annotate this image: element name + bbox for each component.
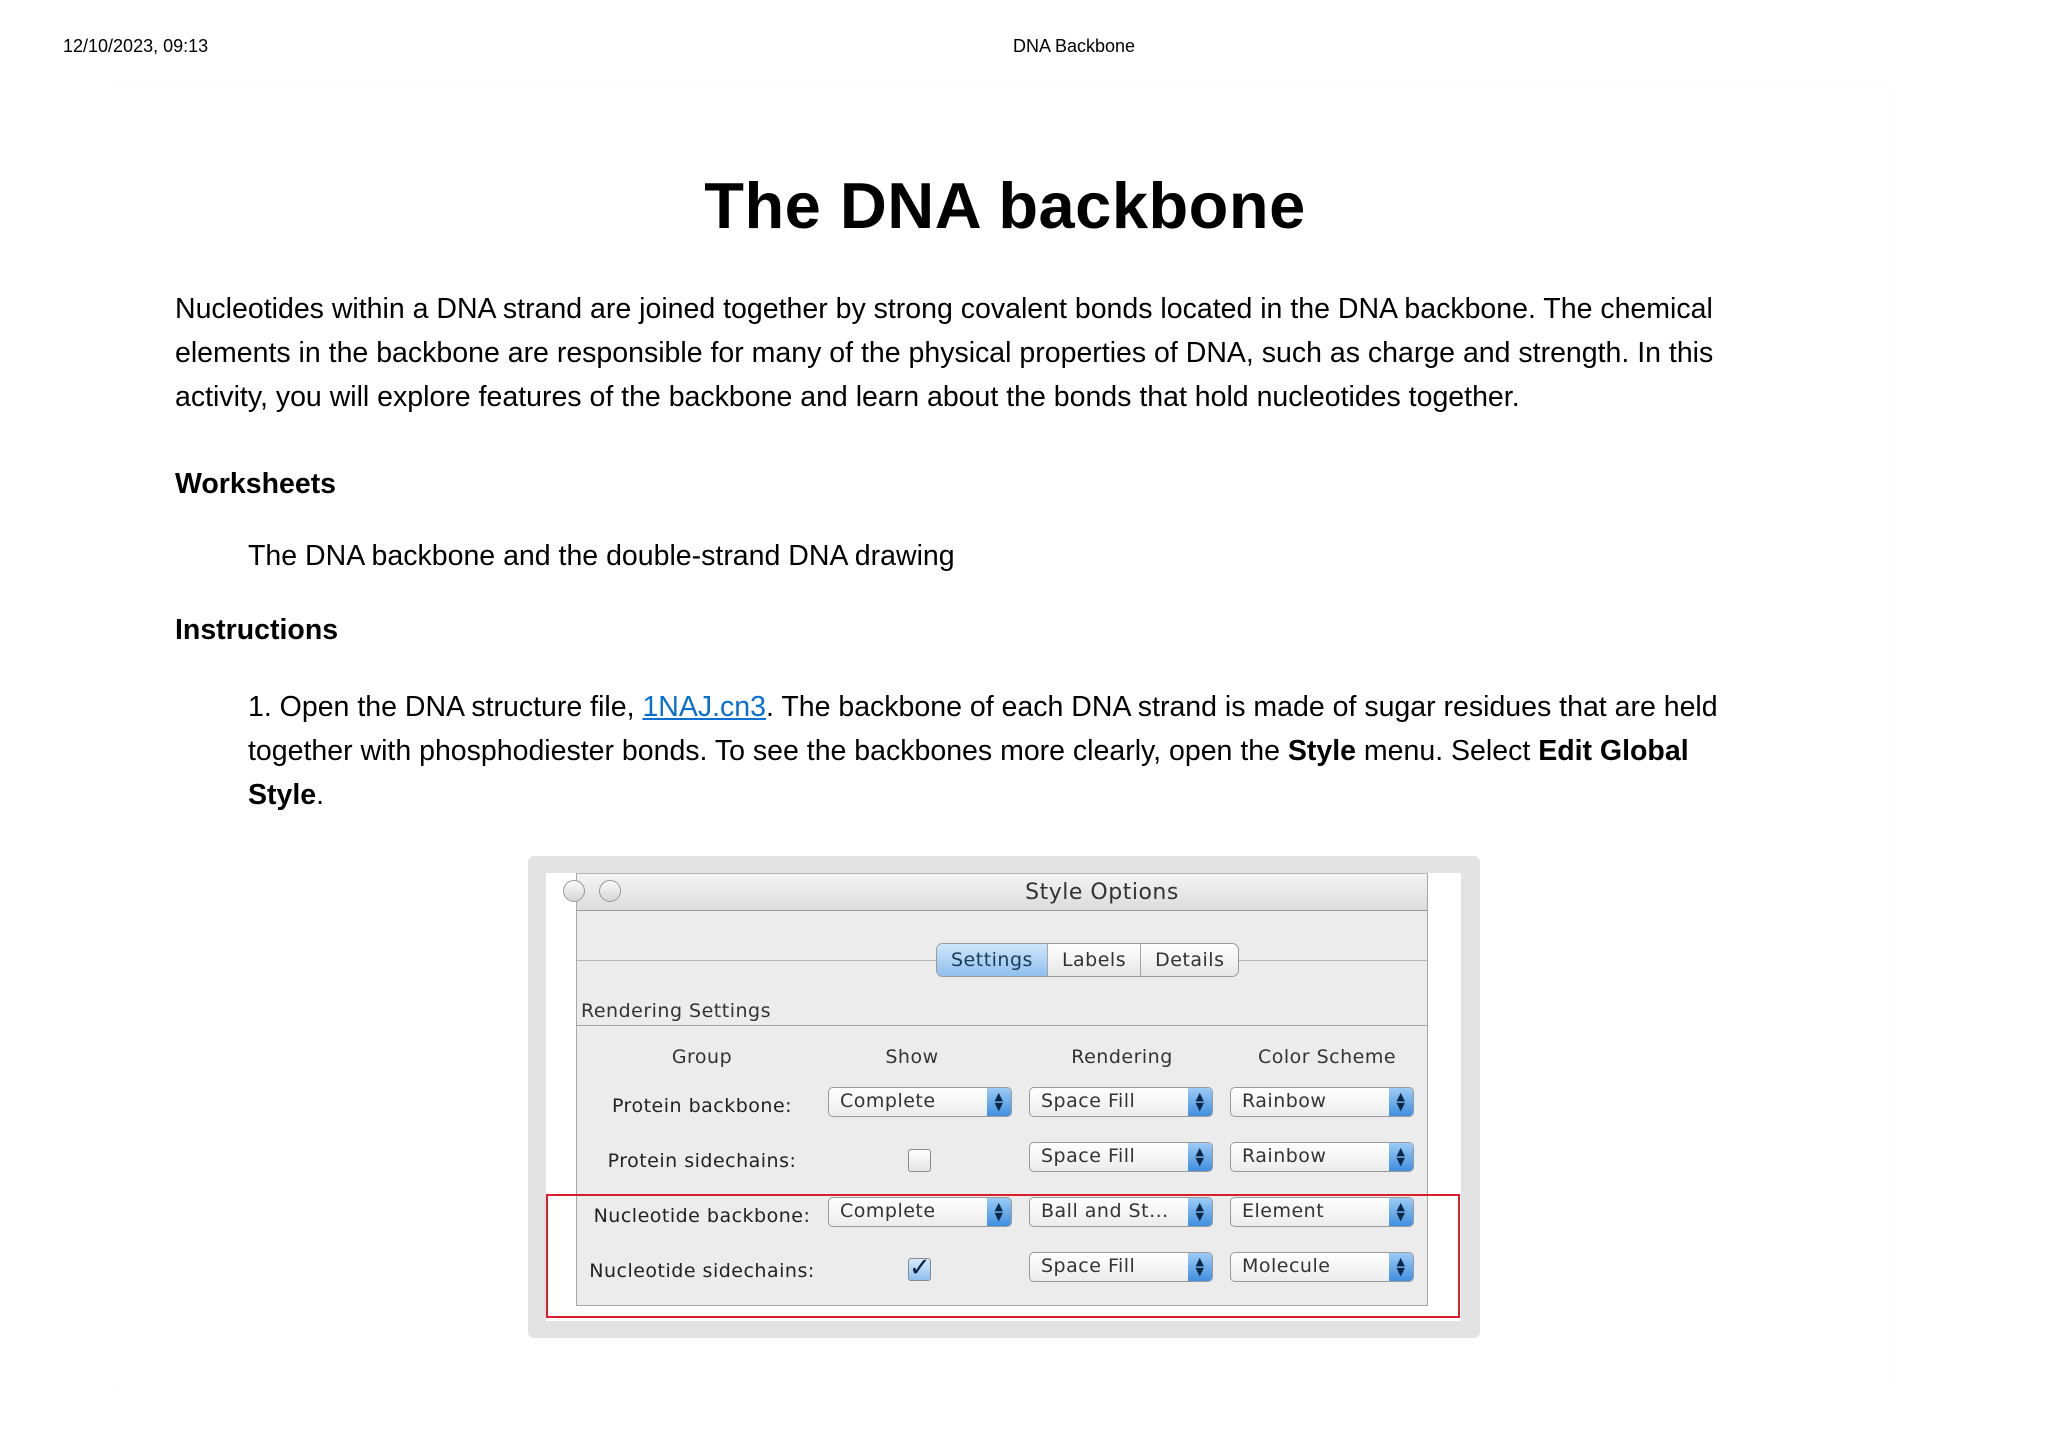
- row-label-protein-sidechains: Protein sidechains:: [607, 1150, 797, 1172]
- print-header: [0, 36, 2048, 60]
- tab-labels[interactable]: Labels: [1048, 944, 1141, 976]
- step-text: 1. Open the DNA structure file,: [248, 691, 643, 723]
- protein-backbone-color-select[interactable]: [1230, 1087, 1414, 1117]
- select-value: Rainbow: [1242, 1090, 1327, 1112]
- print-datetime: 12/10/2023, 09:13: [63, 36, 209, 56]
- select-value: Space Fill: [1041, 1145, 1136, 1167]
- stepper-arrows-icon: ▲ ▼: [1188, 1088, 1212, 1116]
- tab-group: [936, 943, 1239, 977]
- tab-details[interactable]: Details: [1155, 949, 1225, 971]
- structure-file-link[interactable]: 1NAJ.cn3: [642, 691, 766, 723]
- row-label-protein-backbone: Protein backbone:: [611, 1095, 793, 1117]
- row-label-nucleotide-backbone: Nucleotide backbone:: [593, 1205, 811, 1227]
- column-header-rendering: Rendering: [1071, 1046, 1173, 1068]
- dialog-titlebar: [577, 873, 1427, 911]
- style-menu-name: Style: [1287, 735, 1356, 767]
- select-value: Complete: [840, 1090, 936, 1112]
- stepper-arrows-icon: ▲ ▼: [987, 1198, 1011, 1226]
- select-value: Rainbow: [1242, 1145, 1327, 1167]
- rendering-settings-label: Rendering Settings: [581, 1000, 771, 1022]
- select-value: Molecule: [1242, 1255, 1331, 1277]
- intro-paragraph: Nucleotides within a DNA strand are joined together by strong covalent bonds located in the DNA backbone. The chemical elements in the backbone are responsible for many of the physical properties of DNA, such as charge and strength. In this activity, you will explore features of the backbone and learn about the bonds that hold nucleotides together.: [175, 293, 1714, 413]
- dialog-title: Style Options: [1025, 880, 1179, 905]
- select-value: Complete: [840, 1200, 936, 1222]
- column-header-show: Show: [885, 1046, 939, 1068]
- page-title: The DNA backbone: [704, 169, 1306, 242]
- stepper-arrows-icon: ▲ ▼: [1389, 1143, 1413, 1171]
- style-options-figure: [528, 856, 1480, 1338]
- worksheets-heading: Worksheets: [175, 468, 337, 500]
- stepper-arrows-icon: ▲ ▼: [1389, 1088, 1413, 1116]
- stepper-arrows-icon: ▲ ▼: [1188, 1253, 1212, 1281]
- protein-backbone-show-select[interactable]: [828, 1087, 1012, 1117]
- protein-sidechains-rendering-select[interactable]: [1029, 1142, 1213, 1172]
- select-value: Element: [1242, 1200, 1325, 1222]
- select-value: Space Fill: [1041, 1090, 1136, 1112]
- select-value: Ball and St...: [1041, 1200, 1169, 1222]
- tab-settings[interactable]: Settings: [937, 944, 1048, 976]
- nucleotide-rows-highlight: [546, 1194, 1460, 1318]
- column-header-color-scheme: Color Scheme: [1257, 1046, 1397, 1068]
- step-text: . The backbone of each DNA strand is made of sugar residues that are held together with phosphodiester bonds. To see the backbones more clearly, open the: [248, 691, 1718, 767]
- stepper-arrows-icon: ▲ ▼: [1389, 1198, 1413, 1226]
- stepper-arrows-icon: ▲ ▼: [987, 1088, 1011, 1116]
- stepper-arrows-icon: ▲ ▼: [1188, 1143, 1212, 1171]
- step-text: menu. Select: [1356, 735, 1539, 767]
- protein-backbone-rendering-select[interactable]: [1029, 1087, 1213, 1117]
- instruction-step-1: [248, 685, 1728, 817]
- column-header-group: Group: [671, 1046, 733, 1068]
- select-value: Space Fill: [1041, 1255, 1136, 1277]
- stepper-arrows-icon: ▲ ▼: [1188, 1198, 1212, 1226]
- stepper-arrows-icon: ▲ ▼: [1389, 1253, 1413, 1281]
- worksheet-item: The DNA backbone and the double-strand DNA drawing: [248, 540, 955, 572]
- protein-sidechains-checkbox[interactable]: [908, 1149, 931, 1172]
- checkmark-icon: ✓: [909, 1253, 931, 1283]
- edit-global-style-name: Edit Global Style: [248, 735, 1689, 811]
- step-text: .: [316, 779, 325, 811]
- row-label-nucleotide-sidechains: Nucleotide sidechains:: [589, 1260, 815, 1282]
- print-page-title: DNA Backbone: [1012, 36, 1136, 56]
- protein-sidechains-color-select[interactable]: [1230, 1142, 1414, 1172]
- section-divider: [577, 1025, 1427, 1026]
- instructions-heading: Instructions: [175, 614, 339, 646]
- figure-inner: [546, 873, 1461, 1321]
